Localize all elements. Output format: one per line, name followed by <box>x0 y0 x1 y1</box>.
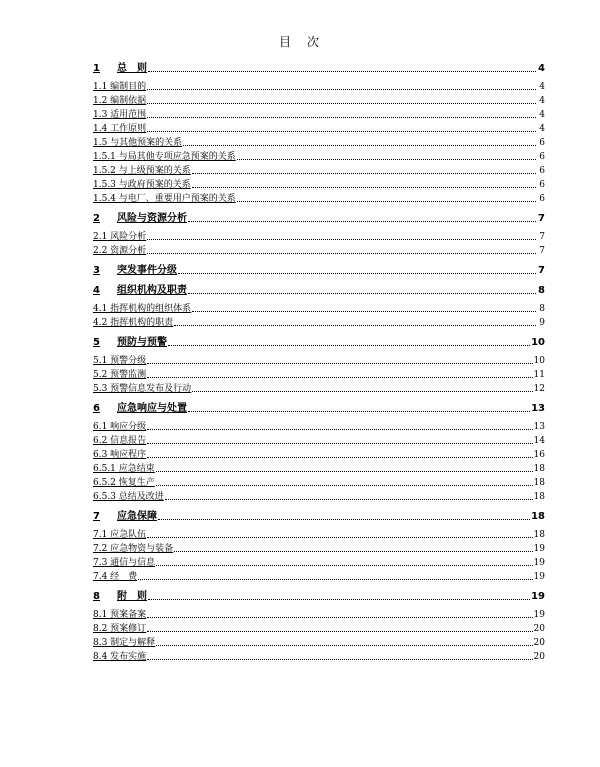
toc-page-number: 4 <box>539 110 545 120</box>
toc-section-number: 3 <box>93 265 100 276</box>
toc-subsection-entry[interactable] <box>93 634 545 648</box>
toc-entry-label: 6.5.3 总结及改进 <box>93 492 164 502</box>
toc-entry-label: 7.1 应急队伍 <box>93 530 147 540</box>
toc-entry-label: 7.2 应急物资与装备 <box>93 544 174 554</box>
toc-subsection-entry[interactable] <box>93 242 545 256</box>
toc-page-number: 16 <box>533 450 545 460</box>
toc-section-entry[interactable] <box>93 506 545 522</box>
toc-subsection-entry[interactable] <box>93 540 545 554</box>
dot-leader <box>192 179 536 188</box>
toc-subsection-entry[interactable] <box>93 134 545 148</box>
dot-leader <box>165 491 533 500</box>
toc-entry-label: 1.1 编制目的 <box>93 82 147 92</box>
toc-subsection-entry[interactable] <box>93 474 545 488</box>
toc-section-number: 5 <box>93 337 100 348</box>
toc-page-number: 18 <box>533 478 545 488</box>
dot-leader <box>158 511 530 520</box>
toc-page-number: 18 <box>533 464 545 474</box>
dot-leader <box>147 651 532 660</box>
dot-leader <box>138 571 532 580</box>
toc-entry-label: 8.3 制定与解释 <box>93 638 156 648</box>
dot-leader <box>192 165 536 174</box>
toc-entry-label: 1.5.2 与上级预案的关系 <box>93 166 191 176</box>
dot-leader <box>174 543 532 552</box>
toc-subsection-entry[interactable] <box>93 120 545 134</box>
dot-leader <box>237 193 536 202</box>
dot-leader <box>188 403 530 412</box>
toc-subsection-entry[interactable] <box>93 314 545 328</box>
dot-leader <box>147 231 536 240</box>
toc-subsection-entry[interactable] <box>93 352 545 366</box>
toc-page-number: 7 <box>538 213 545 224</box>
toc-section-entry[interactable] <box>93 398 545 414</box>
toc-subsection-entry[interactable] <box>93 568 545 582</box>
toc-page-number: 4 <box>539 124 545 134</box>
toc-page-number: 19 <box>533 572 545 582</box>
toc-page-number: 8 <box>538 285 545 296</box>
toc-section-entry[interactable] <box>93 332 545 348</box>
toc-page-number: 10 <box>531 337 545 348</box>
dot-leader <box>156 477 533 486</box>
toc-page-number: 6 <box>539 138 545 148</box>
dot-leader <box>183 137 536 146</box>
toc-section-entry[interactable] <box>93 208 545 224</box>
toc-section-number: 7 <box>93 511 100 522</box>
toc-entry-label: 2.1 风险分析 <box>93 232 147 242</box>
toc-subsection-entry[interactable] <box>93 488 545 502</box>
dot-leader <box>174 317 536 326</box>
dot-leader <box>237 151 536 160</box>
toc-page-number: 14 <box>533 436 545 446</box>
toc-subsection-entry[interactable] <box>93 446 545 460</box>
toc-subsection-entry[interactable] <box>93 606 545 620</box>
toc-page-number: 6 <box>539 180 545 190</box>
dot-leader <box>147 245 536 254</box>
toc-subsection-entry[interactable] <box>93 176 545 190</box>
dot-leader <box>147 355 532 364</box>
toc-subsection-entry[interactable] <box>93 460 545 474</box>
toc-entry-label: 7.4 经 费 <box>93 572 138 582</box>
toc-section-entry[interactable] <box>93 586 545 602</box>
dot-leader <box>147 109 536 118</box>
toc-page-number: 4 <box>539 82 545 92</box>
toc-section-number: 6 <box>93 403 100 414</box>
toc-page-number: 8 <box>539 304 545 314</box>
toc-entry-label: 5.1 预警分级 <box>93 356 147 366</box>
toc-page-number: 13 <box>531 403 545 414</box>
dot-leader <box>147 123 536 132</box>
toc-entry-label: 1.5 与其他预案的关系 <box>93 138 183 148</box>
toc-section-entry[interactable] <box>93 280 545 296</box>
toc-entry-label: 6.5.1 应急结束 <box>93 464 155 474</box>
toc-section-label: 应急保障 <box>117 511 157 522</box>
dot-leader <box>192 383 532 392</box>
dot-leader <box>147 435 532 444</box>
toc-entry-label: 6.2 信息报告 <box>93 436 147 446</box>
toc-page-number: 19 <box>533 544 545 554</box>
dot-leader <box>156 557 532 566</box>
dot-leader <box>147 623 532 632</box>
toc-page-number: 7 <box>538 265 545 276</box>
toc-section-label: 附 则 <box>117 591 147 602</box>
toc-section-number: 1 <box>93 63 100 74</box>
dot-leader <box>147 369 532 378</box>
toc-page-number: 6 <box>539 194 545 204</box>
toc-subsection-entry[interactable] <box>93 620 545 634</box>
dot-leader <box>147 609 532 618</box>
dot-leader <box>188 285 536 294</box>
toc-section-label: 预防与预警 <box>117 337 167 348</box>
toc-subsection-entry[interactable] <box>93 366 545 380</box>
toc-entry-label: 8.4 发布实施 <box>93 652 147 662</box>
toc-subsection-entry[interactable] <box>93 228 545 242</box>
toc-subsection-entry[interactable] <box>93 648 545 662</box>
toc-page-number: 7 <box>539 246 545 256</box>
toc-page-number: 18 <box>533 530 545 540</box>
toc-entry-label: 7.3 通信与信息 <box>93 558 156 568</box>
toc-subsection-entry[interactable] <box>93 162 545 176</box>
toc-page-number: 7 <box>539 232 545 242</box>
toc-entry-label: 1.2 编制依据 <box>93 96 147 106</box>
toc-page-number: 12 <box>533 384 545 394</box>
toc-subsection-entry[interactable] <box>93 380 545 394</box>
toc-entry-label: 2.2 资源分析 <box>93 246 147 256</box>
dot-leader <box>147 95 536 104</box>
toc-page-number: 20 <box>533 638 545 648</box>
toc-entry-label: 6.5.2 恢复生产 <box>93 478 155 488</box>
dot-leader <box>168 337 530 346</box>
toc-subsection-entry[interactable] <box>93 190 545 204</box>
toc-entry-label: 5.2 预警监测 <box>93 370 147 380</box>
toc-subsection-entry[interactable] <box>93 300 545 314</box>
toc-page-number: 19 <box>533 610 545 620</box>
toc-entry-label: 4.2 指挥机构的职责 <box>93 318 174 328</box>
toc-page-number: 10 <box>533 356 545 366</box>
dot-leader <box>156 463 533 472</box>
dot-leader <box>147 529 532 538</box>
dot-leader <box>192 303 536 312</box>
toc-page-number: 18 <box>533 492 545 502</box>
toc-entry-label: 1.5.3 与政府预案的关系 <box>93 180 191 190</box>
toc-entry-label: 1.3 适用范围 <box>93 110 147 120</box>
toc-page-number: 19 <box>531 591 545 602</box>
toc-section-label: 组织机构及职责 <box>117 285 187 296</box>
toc-title: 目 次 <box>278 35 321 49</box>
toc-subsection-entry[interactable] <box>93 418 545 432</box>
toc-entry-label: 4.1 指挥机构的组织体系 <box>93 304 192 314</box>
toc-entry-label: 5.3 预警信息发布及行动 <box>93 384 192 394</box>
toc-page-number: 20 <box>533 624 545 634</box>
toc-section-number: 2 <box>93 213 100 224</box>
toc-section-number: 4 <box>93 285 100 296</box>
toc-page-number: 9 <box>539 318 545 328</box>
dot-leader <box>156 637 532 646</box>
toc-entry-label: 1.5.4 与电厂、重要用户预案的关系 <box>93 194 236 204</box>
toc-entry-label: 6.3 响应程序 <box>93 450 147 460</box>
toc-page-number: 6 <box>539 166 545 176</box>
toc-page-number: 13 <box>533 422 545 432</box>
toc-subsection-entry[interactable] <box>93 78 545 92</box>
toc-section-label: 应急响应与处置 <box>117 403 187 414</box>
toc-subsection-entry[interactable] <box>93 554 545 568</box>
toc-page-number: 6 <box>539 152 545 162</box>
toc-subsection-entry[interactable] <box>93 148 545 162</box>
toc-page-number: 4 <box>539 96 545 106</box>
dot-leader <box>147 449 532 458</box>
toc-page-number: 11 <box>533 370 545 380</box>
toc-subsection-entry[interactable] <box>93 106 545 120</box>
dot-leader <box>148 591 530 600</box>
toc-subsection-entry[interactable] <box>93 92 545 106</box>
toc-entry-label: 8.2 预案修订 <box>93 624 147 634</box>
toc-entry-label: 1.4 工作原则 <box>93 124 147 134</box>
toc-page-number: 18 <box>531 511 545 522</box>
dot-leader <box>147 421 532 430</box>
dot-leader <box>147 81 536 90</box>
toc-entry-label: 1.5.1 与局其他专项应急预案的关系 <box>93 152 236 162</box>
toc-page-number: 19 <box>533 558 545 568</box>
toc-subsection-entry[interactable] <box>93 432 545 446</box>
toc-section-number: 8 <box>93 591 100 602</box>
toc-subsection-entry[interactable] <box>93 526 545 540</box>
table-of-contents <box>93 54 545 662</box>
toc-section-label: 总 则 <box>117 63 147 74</box>
toc-section-label: 风险与资源分析 <box>117 213 187 224</box>
dot-leader <box>148 63 536 72</box>
toc-page-number: 20 <box>533 652 545 662</box>
dot-leader <box>188 213 536 222</box>
dot-leader <box>178 265 536 274</box>
toc-entry-label: 8.1 预案备案 <box>93 610 147 620</box>
toc-section-label: 突发事件分级 <box>117 265 177 276</box>
toc-entry-label: 6.1 响应分级 <box>93 422 147 432</box>
toc-section-entry[interactable] <box>93 58 545 74</box>
toc-section-entry[interactable] <box>93 260 545 276</box>
toc-page-number: 4 <box>538 63 545 74</box>
